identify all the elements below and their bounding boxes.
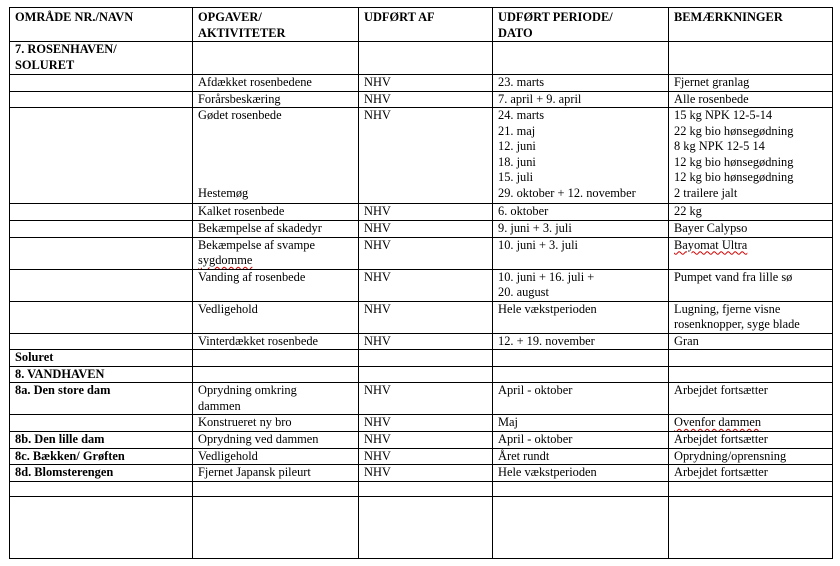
cell-line: NHV — [364, 333, 391, 348]
header-tasks-line: OPGAVER/ — [198, 10, 262, 24]
cell-line: 10. juni + 3. juli — [498, 237, 578, 252]
cell-period — [493, 465, 669, 482]
cell-remarks — [669, 269, 833, 301]
table-row — [10, 366, 833, 383]
cell-performed-by — [359, 75, 493, 92]
cell-remarks — [669, 481, 833, 496]
cell-task — [193, 465, 359, 482]
header-period-line: DATO — [498, 25, 533, 40]
cell-task — [193, 204, 359, 221]
header-tasks — [193, 8, 359, 42]
cell-task — [193, 383, 359, 415]
cell-line: Forårsbeskæring — [198, 91, 281, 106]
cell-line: NHV — [364, 91, 391, 106]
cell-line: Soluret — [15, 350, 54, 364]
cell-line — [198, 170, 358, 186]
cell-area — [10, 269, 193, 301]
table-row — [10, 350, 833, 367]
cell-period — [493, 481, 669, 496]
cell-line: 8b. Den lille dam — [15, 432, 105, 446]
cell-performed-by — [359, 108, 493, 204]
cell-line: NHV — [364, 237, 391, 252]
table-row — [10, 301, 833, 333]
cell-period — [493, 42, 669, 75]
cell-remarks — [669, 91, 833, 108]
cell-task — [193, 221, 359, 238]
cell-performed-by — [359, 366, 493, 383]
cell-line: Hele vækstperioden — [498, 301, 597, 316]
cell-line: Maj — [498, 415, 518, 429]
cell-line: April - oktober — [498, 432, 573, 446]
cell-line: 15. juli — [498, 170, 534, 184]
cell-remarks — [669, 301, 833, 333]
cell-period — [493, 432, 669, 449]
cell-period — [493, 333, 669, 350]
cell-line: 12 kg bio hønsegødning — [674, 170, 794, 184]
cell-line: Gødet rosenbede — [198, 108, 282, 122]
cell-task — [193, 432, 359, 449]
cell-performed-by — [359, 91, 493, 108]
header-area-line: OMRÅDE NR./NAVN — [15, 10, 134, 24]
cell-task — [193, 91, 359, 108]
cell-task — [193, 366, 359, 383]
table-row — [10, 108, 833, 204]
cell-line: NHV — [364, 383, 391, 397]
cell-period — [493, 269, 669, 301]
cell-line: NHV — [364, 301, 391, 316]
cell-task — [193, 237, 359, 269]
header-performed-by-line: UDFØRT AF — [364, 10, 435, 24]
cell-line: Vinterdækket rosenbede — [198, 333, 319, 348]
table-row — [10, 75, 833, 92]
table-row — [10, 204, 833, 221]
cell-line: Arbejdet fortsætter — [674, 465, 768, 479]
cell-line: 15 kg NPK 12-5-14 — [674, 108, 773, 122]
cell-area — [10, 465, 193, 482]
cell-performed-by — [359, 221, 493, 238]
cell-line: NHV — [364, 415, 391, 429]
cell-line: Konstrueret ny bro — [198, 415, 292, 429]
cell-line: Ovenfor dammen — [674, 415, 762, 429]
cell-period — [493, 366, 669, 383]
cell-line: Kalket rosenbede — [198, 204, 285, 218]
table-row — [10, 221, 833, 238]
table-row — [10, 237, 833, 269]
cell-line: Pumpet vand fra lille sø — [674, 269, 793, 284]
header-row — [10, 8, 833, 42]
cell-area — [10, 75, 193, 92]
cell-line: 20. august — [498, 285, 549, 299]
cell-line: 8d. Blomsterengen — [15, 465, 114, 479]
cell-line: dammen — [198, 398, 241, 413]
cell-area — [10, 333, 193, 350]
cell-line: 18. juni — [498, 154, 536, 169]
cell-area — [10, 415, 193, 432]
table-row — [10, 333, 833, 350]
cell-area — [10, 366, 193, 383]
cell-line: Afdækket rosenbedene — [198, 75, 312, 89]
cell-line: Oprydning/oprensning — [674, 448, 787, 463]
cell-performed-by — [359, 448, 493, 465]
cell-line: 8. VANDHAVEN — [15, 366, 105, 381]
cell-area — [10, 448, 193, 465]
cell-line: sygdomme — [198, 253, 253, 267]
table-row — [10, 481, 833, 496]
cell-period — [493, 204, 669, 221]
cell-line: Vanding af rosenbede — [198, 269, 306, 284]
cell-period — [493, 350, 669, 367]
table-row — [10, 415, 833, 432]
cell-line: Året rundt — [498, 448, 550, 463]
cell-remarks — [669, 366, 833, 383]
cell-performed-by — [359, 481, 493, 496]
cell-line: Oprydning ved dammen — [198, 432, 319, 446]
cell-period — [493, 448, 669, 465]
cell-remarks — [669, 448, 833, 465]
cell-period — [493, 75, 669, 92]
cell-line: Vedligehold — [198, 301, 258, 316]
cell-line: Fjernet Japansk pileurt — [198, 465, 311, 479]
cell-remarks — [669, 237, 833, 269]
cell-task — [193, 448, 359, 465]
header-tasks-line: AKTIVITETER — [198, 25, 286, 40]
cell-remarks — [669, 350, 833, 367]
cell-task — [193, 496, 359, 558]
cell-remarks — [669, 204, 833, 221]
cell-task — [193, 75, 359, 92]
cell-performed-by — [359, 415, 493, 432]
cell-line: NHV — [364, 269, 391, 284]
cell-line — [198, 124, 358, 140]
cell-remarks — [669, 42, 833, 75]
cell-remarks — [669, 496, 833, 558]
cell-line: 2 trailere jalt — [674, 185, 738, 200]
table-row — [10, 91, 833, 108]
cell-line: 8a. Den store dam — [15, 383, 111, 397]
cell-line: Arbejdet fortsætter — [674, 383, 768, 397]
header-remarks — [669, 8, 833, 42]
cell-area — [10, 481, 193, 496]
table-row — [10, 432, 833, 449]
cell-line: 10. juni + 16. juli + — [498, 269, 595, 284]
cell-line: NHV — [364, 432, 391, 446]
cell-line: 8 kg NPK 12-5 14 — [674, 139, 765, 153]
cell-remarks — [669, 108, 833, 204]
header-area — [10, 8, 193, 42]
table-row — [10, 496, 833, 558]
cell-area — [10, 383, 193, 415]
header-period — [493, 8, 669, 42]
cell-line: April - oktober — [498, 383, 573, 397]
cell-remarks — [669, 333, 833, 350]
cell-area — [10, 432, 193, 449]
cell-period — [493, 108, 669, 204]
cell-remarks — [669, 415, 833, 432]
cell-line: 23. marts — [498, 75, 545, 89]
cell-line: NHV — [364, 204, 391, 218]
cell-performed-by — [359, 269, 493, 301]
cell-line: SOLURET — [15, 57, 75, 72]
table-row — [10, 448, 833, 465]
cell-line: Gran — [674, 333, 699, 348]
cell-line: Fjernet granlag — [674, 75, 750, 89]
cell-area — [10, 108, 193, 204]
cell-line: 29. oktober + 12. november — [498, 185, 636, 200]
cell-performed-by — [359, 432, 493, 449]
cell-period — [493, 496, 669, 558]
cell-performed-by — [359, 383, 493, 415]
cell-period — [493, 237, 669, 269]
cell-remarks — [669, 383, 833, 415]
cell-performed-by — [359, 204, 493, 221]
cell-area — [10, 301, 193, 333]
cell-performed-by — [359, 333, 493, 350]
cell-line: 22 kg bio hønsegødning — [674, 123, 794, 138]
header-performed-by — [359, 8, 493, 42]
cell-line: Oprydning omkring — [198, 383, 297, 397]
cell-line: Alle rosenbede — [674, 91, 749, 106]
cell-task — [193, 415, 359, 432]
cell-line: Bayer Calypso — [674, 221, 748, 235]
cell-line: Bayomat Ultra — [674, 237, 748, 252]
cell-area — [10, 350, 193, 367]
cell-area — [10, 237, 193, 269]
cell-area — [10, 496, 193, 558]
cell-remarks — [669, 432, 833, 449]
cell-performed-by — [359, 350, 493, 367]
cell-remarks — [669, 221, 833, 238]
cell-remarks — [669, 465, 833, 482]
cell-line: Bekæmpelse af skadedyr — [198, 221, 322, 235]
cell-performed-by — [359, 42, 493, 75]
cell-line: NHV — [364, 448, 391, 463]
header-period-line: UDFØRT PERIODE/ — [498, 10, 613, 24]
cell-line: NHV — [364, 465, 391, 479]
cell-performed-by — [359, 465, 493, 482]
cell-performed-by — [359, 496, 493, 558]
table-body — [10, 42, 833, 559]
cell-performed-by — [359, 237, 493, 269]
cell-remarks — [669, 75, 833, 92]
cell-line: Lugning, fjerne visne — [674, 301, 781, 316]
cell-line: NHV — [364, 75, 391, 89]
cell-line: 24. marts — [498, 108, 545, 122]
cell-area — [10, 204, 193, 221]
cell-area — [10, 221, 193, 238]
cell-task — [193, 42, 359, 75]
cell-line: Bekæmpelse af svampe — [198, 237, 315, 252]
cell-line: 8c. Bækken/ Grøften — [15, 448, 125, 463]
cell-line: Vedligehold — [198, 448, 258, 463]
cell-line: 12 kg bio hønsegødning — [674, 154, 794, 169]
cell-task — [193, 350, 359, 367]
cell-task — [193, 269, 359, 301]
cell-line: NHV — [364, 221, 391, 235]
cell-task — [193, 108, 359, 204]
cell-line: 9. juni + 3. juli — [498, 221, 572, 235]
cell-task — [193, 333, 359, 350]
header-remarks-line: BEMÆRKNINGER — [674, 10, 783, 24]
cell-line: Arbejdet fortsætter — [674, 432, 768, 446]
cell-line: 12. juni — [498, 139, 536, 153]
cell-period — [493, 415, 669, 432]
table-row — [10, 269, 833, 301]
cell-line: rosenknopper, syge blade — [674, 317, 800, 331]
cell-line: 6. oktober — [498, 204, 549, 218]
table-row — [10, 383, 833, 415]
cell-line: NHV — [364, 108, 391, 122]
cell-line: 7. april + 9. april — [498, 91, 582, 106]
activity-table — [9, 7, 833, 559]
cell-line — [198, 155, 358, 171]
cell-line: Hestemøg — [198, 185, 249, 200]
cell-period — [493, 301, 669, 333]
cell-line — [198, 139, 358, 155]
cell-line: Hele vækstperioden — [498, 465, 597, 479]
cell-period — [493, 221, 669, 238]
cell-line: 7. ROSENHAVEN/ — [15, 42, 117, 56]
table-row — [10, 42, 833, 75]
cell-area — [10, 91, 193, 108]
cell-period — [493, 91, 669, 108]
cell-line: 12. + 19. november — [498, 333, 595, 348]
cell-line: 21. maj — [498, 123, 536, 138]
table-row — [10, 465, 833, 482]
cell-task — [193, 481, 359, 496]
cell-task — [193, 301, 359, 333]
cell-line: 22 kg — [674, 204, 702, 218]
cell-period — [493, 383, 669, 415]
cell-performed-by — [359, 301, 493, 333]
cell-area — [10, 42, 193, 75]
